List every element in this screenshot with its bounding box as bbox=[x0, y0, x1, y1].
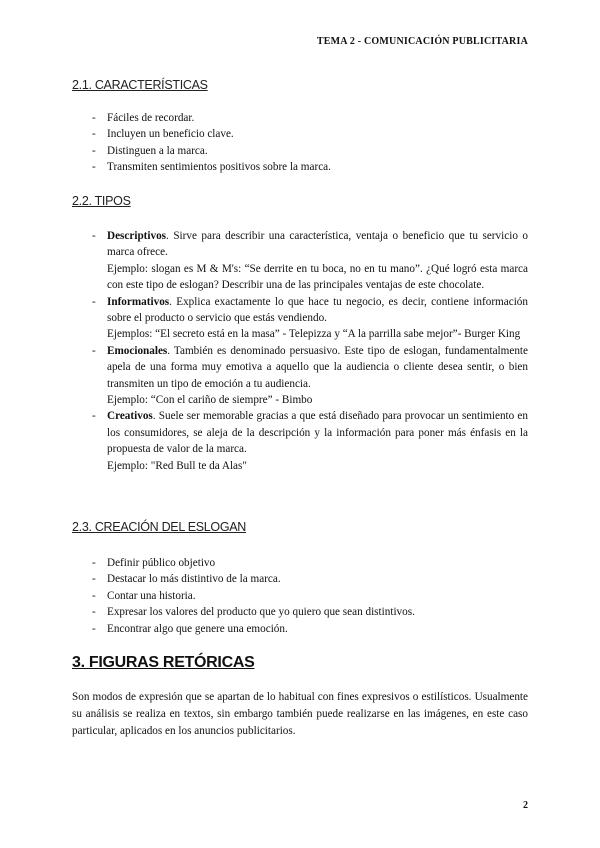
list-tipos bbox=[72, 228, 528, 474]
page-header: TEMA 2 - COMUNICACIÓN PUBLICITARIA bbox=[316, 36, 528, 47]
list-item-emocionales bbox=[72, 343, 528, 409]
example-descriptivos: Ejemplo: slogan es M & M's: “Se derrite en tu boca, no en tu mano”. ¿Qué logró esta marca con este tipo de eslogan? Describir una de las principales ventajas de este chocolate. bbox=[107, 262, 528, 292]
list-item: - Definir público objetivo bbox=[72, 555, 528, 571]
list-item: - Transmiten sentimientos positivos sobre la marca. bbox=[72, 159, 528, 175]
page-number: 2 bbox=[523, 800, 528, 811]
list-item-creativos bbox=[72, 408, 528, 474]
example-emocionales: Ejemplo: “Con el cariño de siempre” - Bimbo bbox=[107, 394, 313, 407]
example-informativos: Ejemplos: “El secreto está en la masa” - Telepizza y “A la parrilla sabe mejor”- Burger King bbox=[107, 328, 521, 341]
heading-creacion: 2.3. CREACIÓN DEL ESLOGAN bbox=[72, 520, 247, 534]
list-item: - Contar una historia. bbox=[72, 588, 528, 604]
heading-tipos: 2.2. TIPOS bbox=[72, 194, 131, 208]
desc-creativos: . Suele ser memorable gracias a que está diseñado para provocar un sentimiento en los consumidores, se aleja de la descripción y la información para poner más énfasis en la propuesta de valor de la marca. bbox=[107, 410, 528, 456]
list-item: - Fáciles de recordar. bbox=[72, 110, 528, 126]
list-item: - Expresar los valores del producto que yo quiero que sean distintivos. bbox=[72, 604, 528, 620]
list-caracteristicas bbox=[72, 110, 528, 176]
term-descriptivos: Descriptivos bbox=[107, 230, 167, 242]
list-creacion bbox=[72, 555, 528, 637]
desc-informativos: . Explica exactamente lo que hace tu negocio, es decir, contiene información sobre el producto o servicio que estás vendiendo. bbox=[107, 295, 528, 325]
list-item: - Destacar lo más distintivo de la marca. bbox=[72, 571, 528, 587]
term-emocionales: Emocionales bbox=[107, 344, 168, 357]
desc-descriptivos: . Sirve para describir una característica, ventaja o beneficio que tu servicio o marca ofrece. bbox=[107, 230, 528, 259]
heading-figuras-retoricas: 3. FIGURAS RETÓRICAS bbox=[72, 654, 255, 671]
paragraph-figuras: Son modos de expresión que se apartan de lo habitual con fines expresivos o estilísticos. Usualmente su análisis se realiza en textos, sin embargo también puede realizarse en las imágenes, en este caso particular, aplicados en los anuncios publicitarios. bbox=[72, 691, 528, 737]
heading-caracteristicas: 2.1. CARACTERÍSTICAS bbox=[72, 78, 208, 92]
list-item-descriptivos bbox=[72, 228, 528, 294]
list-item: - Incluyen un beneficio clave. bbox=[72, 126, 528, 142]
desc-emocionales: . También es denominado persuasivo. Este tipo de eslogan, fundamentalmente apela de una forma muy emotiva a aquello que la audiencia o cliente desea sentir, o bien transmiten un tipo de emoción a tu audiencia. bbox=[107, 344, 528, 390]
list-item: - Encontrar algo que genere una emoción. bbox=[72, 621, 528, 637]
example-creativos: Ejemplo: "Red Bull te da Alas" bbox=[107, 459, 247, 472]
term-informativos: Informativos bbox=[107, 295, 170, 308]
term-creativos: Creativos bbox=[107, 410, 153, 423]
list-item-informativos bbox=[72, 294, 528, 343]
list-item: - Distinguen a la marca. bbox=[72, 143, 528, 159]
